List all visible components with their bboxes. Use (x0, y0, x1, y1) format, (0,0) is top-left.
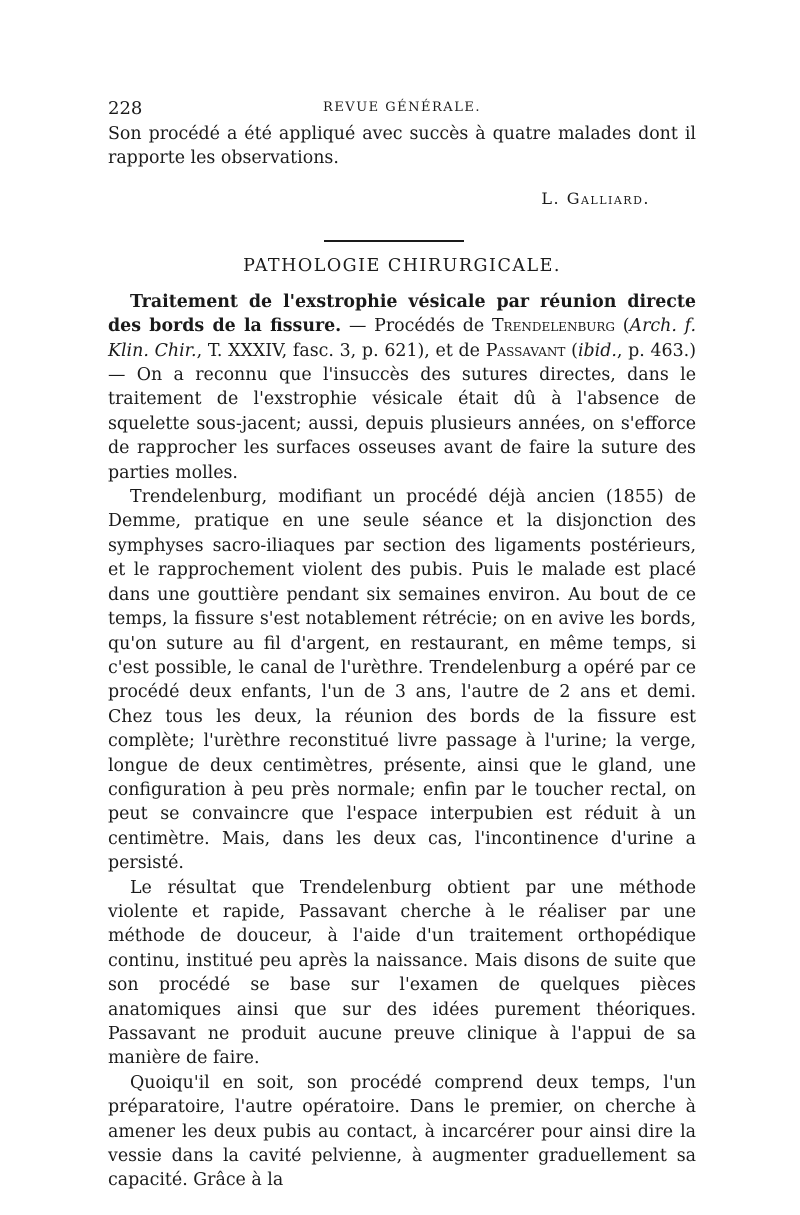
author-trendelenburg: Trendelenburg (491, 316, 615, 337)
author-signature: L. Galliard. (541, 188, 650, 208)
running-head (108, 98, 696, 122)
reference-2-details: , p. 463.) — (108, 340, 696, 386)
reference-1: Arch. f. Klin. Chir. (108, 316, 696, 361)
body-paragraph: Quoiqu'il en soit, son procédé comprend deux temps, l'un préparatoire, l'autre opératoire. Dans le premier, on cherche à amener les deux pubis au contact, à incarcérer pour ainsi dire la vessie dans la cavité pelvienne, à augmenter graduellement sa capacité. Grâce à la (108, 1072, 696, 1191)
previous-article-closing-text: Son procédé a été appliqué avec succès à quatre malades dont il rapporte les observations. (108, 124, 696, 169)
journal-title: REVUE GÉNÉRALE. (323, 100, 481, 115)
procedes-text: Procédés de (374, 316, 485, 337)
section-heading: PATHOLOGIE CHIRURGICALE. (243, 255, 561, 276)
reference-1-details: , T. XXXIV, fasc. 3, p. 621), et de (196, 340, 480, 361)
page (108, 98, 696, 1193)
reference-2: ibid. (577, 340, 617, 361)
article-title: Traitement de l'exstrophie vésicale par réunion directe des bords de la fissure. (108, 291, 696, 337)
body-paragraph: Le résultat que Trendelenburg obtient par une méthode violente et rapide, Passavant cherche à le réaliser par une méthode de douceur, à l'aide d'un traitement orthopédique continu, institué peu après la naissance. Mais disons de suite que son procédé se base sur l'examen de quelques pièces anatomiques ainsi que sur des idées purement théoriques. Passavant ne produit aucune preuve clinique à l'appui de sa manière de faire. (108, 877, 696, 1069)
article-first-paragraph: Traitement de l'exstrophie vésicale par réunion directe des bords de la fissure. — Procédés de Trendelenburg (Arch. f. Klin. Chir., T. XXXIV, fasc. 3, p. 621), et de Passavant (ibid., p. 463.) — On a reconnu que l'insuccès des sutures directes, dans le traitement de l'exstrophie vésicale était dû à l'absence de squelette sous-jacent; aussi, depuis plusieurs années, on s'efforce de rapprocher les surfaces osseuses avant de faire la suture des parties molles. (108, 291, 696, 483)
author-passavant: Passavant (485, 340, 566, 361)
body-paragraph: Trendelenburg, modifiant un procédé déjà ancien (1855) de Demme, pratique en une seule séance et la disjonction des symphyses sacro-iliaques par section des ligaments postérieurs, et le rapprochement violent des pubis. Puis le malade est placé dans une gouttière pendant six semaines environ. Au bout de ce temps, la fissure s'est notablement rétrécie; on en avive les bords, qu'on suture au fil d'argent, en restaurant, en même temps, si c'est possible, le canal de l'urèthre. Trendelenburg a opéré par ce procédé deux enfants, l'un de 3 ans, l'autre de 2 ans et demi. Chez tous les deux, la réunion des bords de la fissure est complète; l'urèthre reconstitué livre passage à l'urine; la verge, longue de deux centimètres, présente, ainsi que le gland, une configuration à peu près normale; enfin par le toucher rectal, on peut se convaincre que l'espace interpubien est réduit à un centimètre. Mais, dans les deux cas, l'incontinence d'urine a persisté. (108, 487, 696, 874)
title-dash: — (349, 316, 367, 337)
intro-text: On a reconnu que l'insuccès des sutures directes, dans le traitement de l'exstrophie vésicale était dû à l'absence de squelette sous-jacent; aussi, depuis plusieurs années, on s'efforce de rapprocher les surfaces osseuses avant de faire la suture des parties molles. (108, 365, 696, 483)
section-divider (324, 240, 464, 242)
page-number: 228 (108, 98, 143, 119)
